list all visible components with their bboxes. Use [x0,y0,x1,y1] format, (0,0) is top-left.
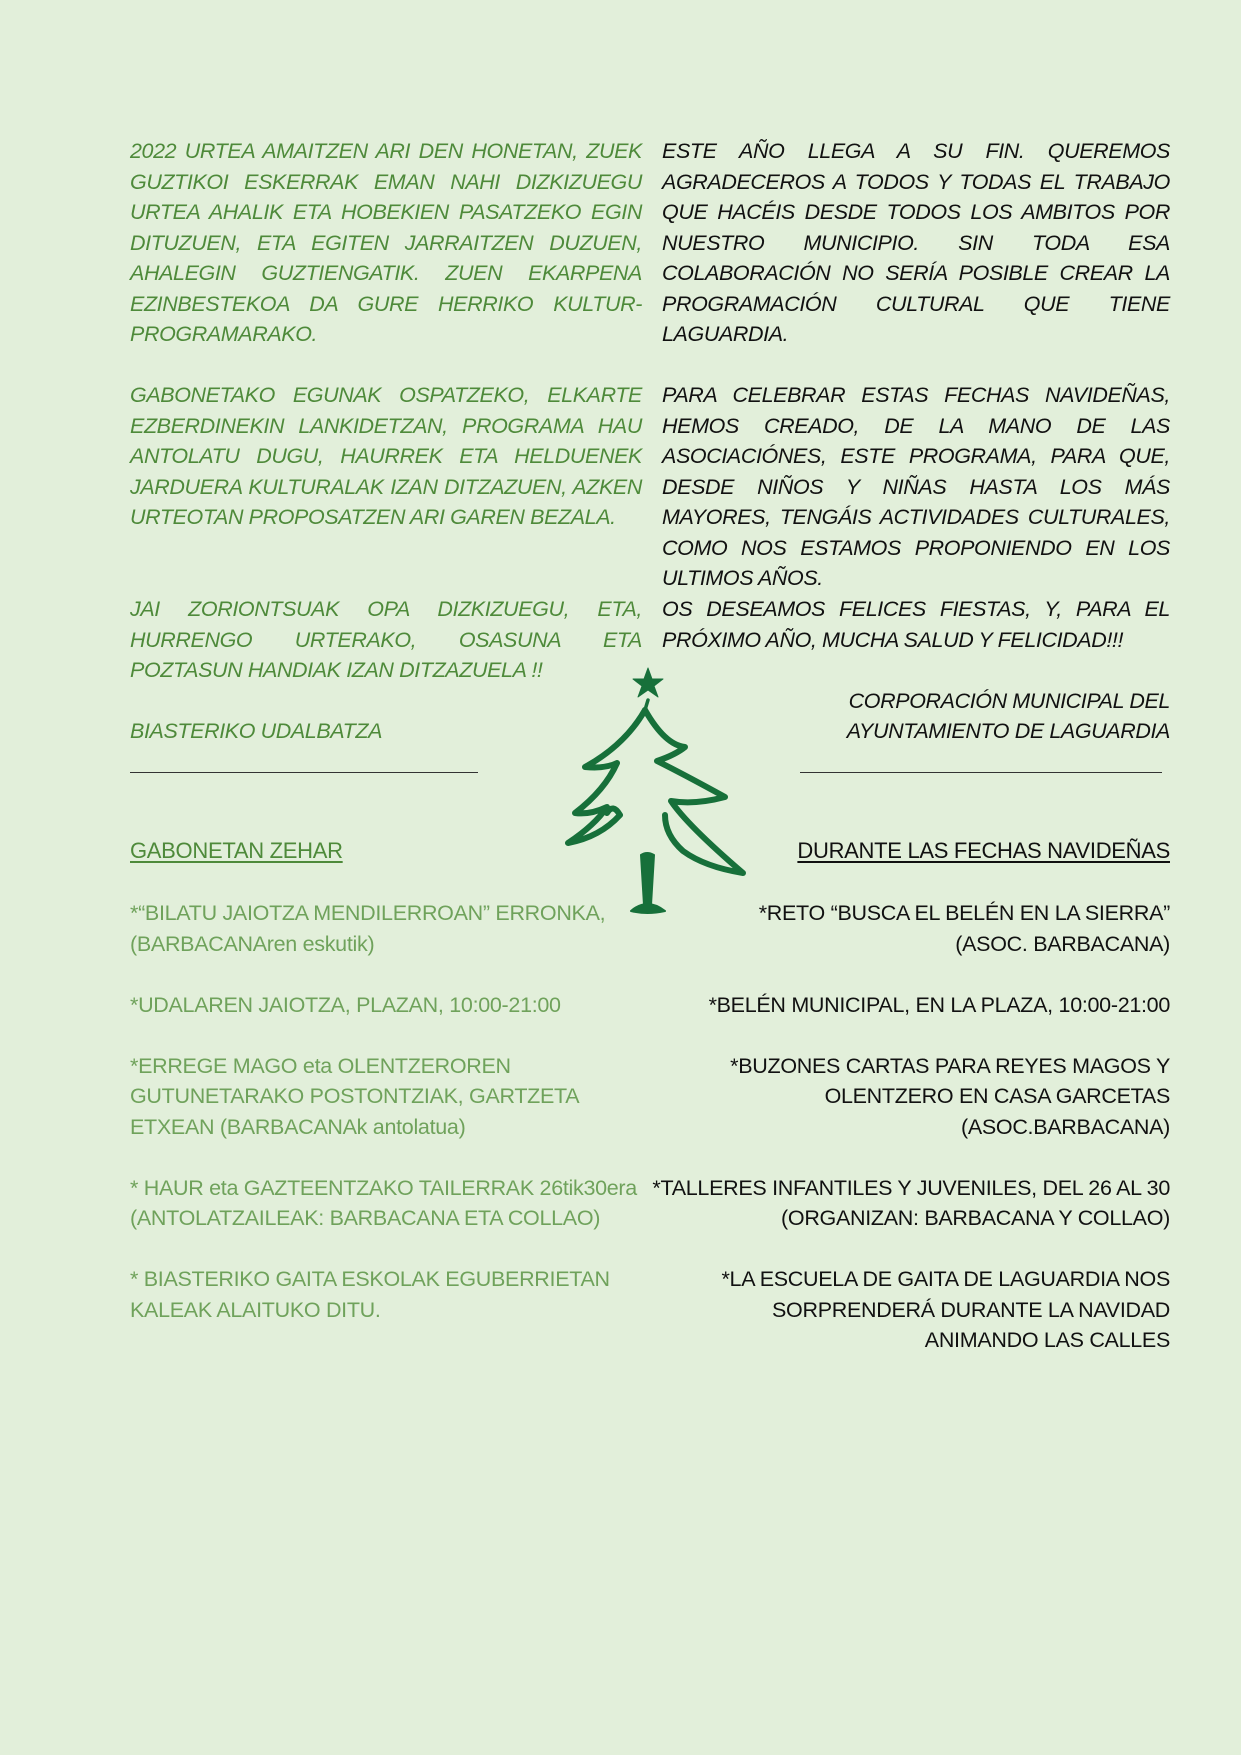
program-es-item [610,898,1170,959]
program-es-list [610,898,1170,1356]
program-eu-list [130,898,650,1325]
intro-es-paragraph-1: ESTE AÑO LLEGA A SU FIN. QUEREMOS AGRADECEROS A TODOS Y TODAS EL TRABAJO QUE HACÉIS DESDE TODOS LOS AMBITOS POR NUESTRO MUNICIPIO. SIN TODA ESA COLABORACIÓN NO SERÍA POSIBLE CREAR LA PROGRAMACIÓN CULTURAL QUE TIENE LAGUARDIA. [662,139,1170,346]
program-eu-item: * HAUR eta GAZTEENTZAKO TAILERRAK 26tik30era (ANTOLATZAILEAK: BARBACANA ETA COLLAO) [130,1175,637,1230]
intro-es-paragraph-3: OS DESEAMOS FELICES FIESTAS, Y, PARA EL PRÓXIMO AÑO, MUCHA SALUD Y FELICIDAD!!! [662,597,1170,652]
intro-eu-signature: BIASTERIKO UDALBATZA [130,719,383,743]
left-separator-rule [130,772,478,773]
program-es-item-line: *LA ESCUELA DE GAITA DE LAGUARDIA NOS [721,1267,1170,1291]
right-separator-rule [800,772,1162,773]
christmas-tree-icon [565,665,750,927]
intro-es-paragraph-2: PARA CELEBRAR ESTAS FECHAS NAVIDEÑAS, HEMOS CREADO, DE LA MANO DE LAS ASOCIACIÓNES, ESTE PROGRAMA, PARA QUE, DESDE NIÑOS Y NIÑAS HASTA LOS MÁS MAYORES, TENGÁIS ACTIVIDADES CULTURALES, COMO NOS ESTAMOS PROPONIENDO EN LOS ULTIMOS AÑOS. [662,383,1170,590]
intro-basque [130,136,642,533]
program-es-item-line: OLENTZERO EN CASA GARCETAS [824,1084,1170,1108]
program-es-heading: DURANTE LAS FECHAS NAVIDEÑAS [797,838,1170,863]
program-eu-item: *“BILATU JAIOTZA MENDILERROAN” ERRONKA, (BARBACANAren eskutik) [130,901,606,956]
intro-es-signature-line-1: CORPORACIÓN MUNICIPAL DEL [848,688,1170,713]
program-es-item-line: ANIMANDO LAS CALLES [924,1328,1170,1352]
program-es-item-line: *RETO “BUSCA EL BELÉN EN LA SIERRA” [758,901,1170,925]
program-es-item [610,990,1170,1021]
intro-eu-paragraph-1: 2022 URTEA AMAITZEN ARI DEN HONETAN, ZUEK GUZTIKOI ESKERRAK EMAN NAHI DIZKIZUEGU URTEA AHALIK ETA HOBEKIEN PASATZEKO EGIN DITUZUEN, ETA EGITEN JARRAITZEN DUZUEN, AHALEGIN GUZTIENGATIK. ZUEN EKARPENA EZINBESTEKOA DA GURE HERRIKO KULTUR-PROGRAMARAKO. [130,139,642,346]
program-es-item-line: *BUZONES CARTAS PARA REYES MAGOS Y [730,1053,1170,1078]
intro-eu-paragraph-3: JAI ZORIONTSUAK OPA DIZKIZUEGU, ETA, HURRENGO URTERAKO, OSASUNA ETA POZTASUN HANDIAK IZAN DITZAZUELA !! [130,597,642,682]
program-es-item [610,1173,1170,1234]
program-es-item-line: *BELÉN MUNICIPAL, EN LA PLAZA, 10:00-21:00 [708,992,1170,1017]
program-es-item-line: (ASOC.BARBACANA) [960,1114,1170,1139]
program-eu-item: *ERREGE MAGO eta OLENTZERO​REN GUTUNETARAKO POSTONTZIAK, GARTZETA ETXEAN (BARBACANAk antolatua) [130,1053,579,1139]
intro-eu-paragraph-2: GABONETAKO EGUNAK OSPATZEKO, ELKARTE EZBERDINEKIN LANKIDETZAN, PROGRAMA HAU ANTOLATU DUGU, HAURREK ETA HELDUENEK JARDUERA KULTURALAK IZAN DITZAZUEN, AZKEN URTEOTAN PROPOSATZEN ARI GAREN BEZALA. [130,383,642,529]
program-es-item-line: SORPRENDERÁ DURANTE LA NAVIDAD [772,1297,1170,1322]
program-es-item [610,1051,1170,1143]
program-es-item-line: *TALLERES INFANTILES Y JUVENILES, DEL 26 AL 30 [652,1175,1170,1200]
intro-spanish [662,136,1170,594]
program-eu-item: *UDALAREN JAIOTZA, PLAZAN, 10:00-21:00 [130,992,561,1017]
program-es-item [610,1264,1170,1356]
intro-es-signature-line-2: AYUNTAMIENTO DE LAGUARDIA [846,719,1170,743]
program-eu-item: * BIASTERIKO GAITA ESKOLAK EGUBERRIETAN KALEAK ALAITUKO DITU. [130,1267,610,1322]
program-es-item-line: (ORGANIZAN: BARBACANA Y COLLAO) [781,1206,1170,1230]
program-eu-heading: GABONETAN ZEHAR [130,838,343,863]
program-es-item-line: (ASOC. BARBACANA) [955,931,1170,956]
